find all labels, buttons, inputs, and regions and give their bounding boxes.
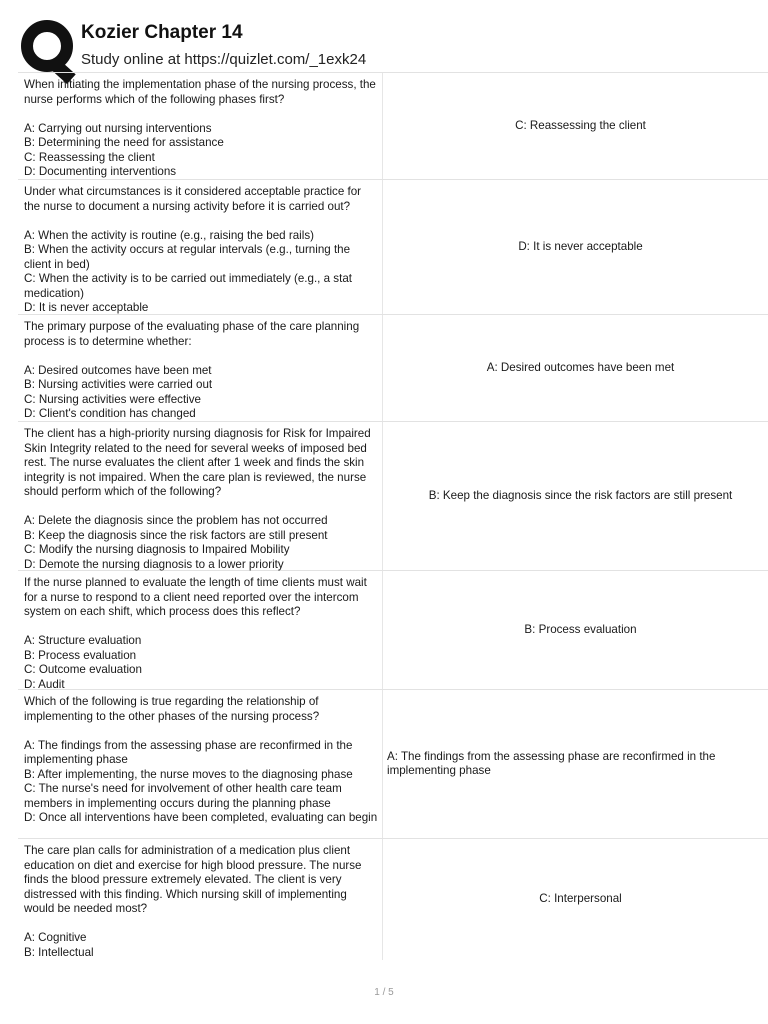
option: C: The nurse's need for involvement of other health care team members in implementing occurs during the planning phase: [24, 782, 342, 810]
study-online-link[interactable]: Study online at https://quizlet.com/_1exk24: [81, 51, 367, 68]
answer-cell: [383, 839, 768, 960]
flashcard: [18, 838, 768, 960]
question-text: Which of the following is true regarding the relationship of implementing to the other phases of the nursing process?: [24, 695, 320, 723]
answer-cell: [383, 180, 768, 314]
quizlet-logo[interactable]: [21, 20, 73, 72]
page-number: 1 / 5: [374, 987, 394, 998]
options-list: [24, 634, 380, 692]
flashcard: [18, 72, 768, 180]
flashcard: [18, 689, 768, 839]
option: B: Determining the need for assistance: [24, 136, 224, 149]
answer-cell: [383, 422, 768, 570]
options-list: [24, 229, 380, 316]
option: A: Cognitive: [24, 931, 87, 944]
question-text: When initiating the implementation phase of the nursing process, the nurse performs which of the following phases first?: [24, 78, 376, 106]
answer-cell: [383, 315, 768, 421]
question-cell: [18, 690, 383, 838]
option: B: Process evaluation: [24, 648, 137, 662]
option: D: Documenting interventions: [24, 165, 177, 178]
option: D: Audit: [24, 677, 65, 691]
option: D: It is never acceptable: [24, 301, 149, 314]
answer-text: A: The findings from the assessing phase are reconfirmed in the implementing phase: [387, 749, 716, 777]
question-text: The primary purpose of the evaluating phase of the care planning process is to determine whether:: [24, 320, 360, 348]
option: B: After implementing, the nurse moves to the diagnosing phase: [24, 767, 353, 781]
options-list: [24, 931, 380, 960]
option: C: Nursing activities were effective: [24, 392, 201, 406]
option: D: Client's condition has changed: [24, 407, 196, 420]
flashcard: [18, 570, 768, 690]
option: B: Keep the diagnosis since the risk factors are still present: [24, 528, 328, 542]
flashcard: [18, 421, 768, 571]
option: A: The findings from the assessing phase are reconfirmed in the implementing phase: [24, 738, 353, 766]
options-list: [24, 122, 380, 180]
option: A: Carrying out nursing interventions: [24, 121, 212, 135]
answer-cell: [383, 690, 768, 838]
answer-text: C: Reassessing the client: [515, 118, 646, 132]
question-cell: [18, 180, 383, 314]
answer-text: B: Keep the diagnosis since the risk factors are still present: [428, 488, 733, 502]
question-cell: [18, 73, 383, 179]
option: B: When the activity occurs at regular intervals (e.g., turning the client in bed): [24, 243, 351, 271]
options-list: [24, 739, 380, 826]
options-list: [24, 514, 380, 572]
question-text: The care plan calls for administration of a medication plus client education on diet and exercise for high blood pressure. The nurse finds the blood pressure extremely elevated. The client is very distressed with this finding. Which nursing skill of implementing would be needed most?: [24, 844, 362, 915]
question-cell: [18, 571, 383, 689]
flashcard-list: [18, 73, 768, 960]
option: D: Once all interventions have been completed, evaluating can begin: [24, 811, 378, 824]
option: B: Nursing activities were carried out: [24, 378, 213, 391]
option: A: Structure evaluation: [24, 634, 142, 647]
question-text: Under what circumstances is it considered acceptable practice for the nurse to document a nursing activity before it is carried out?: [24, 185, 362, 213]
option: C: When the activity is to be carried out immediately (e.g., a stat medication): [24, 272, 352, 300]
question-text: If the nurse planned to evaluate the length of time clients must wait for a nurse to respond to a client need reported over the intercom system on each shift, which process does this reflect?: [24, 576, 367, 618]
answer-cell: [383, 73, 768, 179]
question-cell: [18, 315, 383, 421]
page-title: Kozier Chapter 14: [81, 22, 243, 43]
answer-text: D: It is never acceptable: [518, 239, 643, 253]
answer-text: A: Desired outcomes have been met: [486, 360, 675, 374]
answer-cell: [383, 571, 768, 689]
option: C: Outcome evaluation: [24, 663, 142, 676]
option: A: When the activity is routine (e.g., raising the bed rails): [24, 228, 314, 242]
option: B: Intellectual: [24, 945, 94, 959]
flashcard: [18, 314, 768, 422]
option: A: Delete the diagnosis since the problem has not occurred: [24, 514, 328, 527]
answer-text: B: Process evaluation: [524, 622, 637, 636]
question-cell: [18, 839, 383, 960]
flashcard: [18, 179, 768, 315]
answer-text: C: Interpersonal: [539, 892, 622, 906]
option: A: Desired outcomes have been met: [24, 363, 212, 377]
option: C: Reassessing the client: [24, 150, 155, 164]
option: D: Demote the nursing diagnosis to a lower priority: [24, 557, 284, 571]
option: C: Modify the nursing diagnosis to Impaired Mobility: [24, 543, 290, 556]
question-text: The client has a high-priority nursing diagnosis for Risk for Impaired Skin Integrity related to the need for several weeks of imposed bed rest. The nurse evaluates the client after 1 week and finds the skin integrity is not impaired. When the care plan is reviewed, the nurse should perform which of the following?: [24, 427, 371, 498]
page-header: [18, 18, 758, 74]
options-list: [24, 364, 380, 422]
question-cell: [18, 422, 383, 570]
